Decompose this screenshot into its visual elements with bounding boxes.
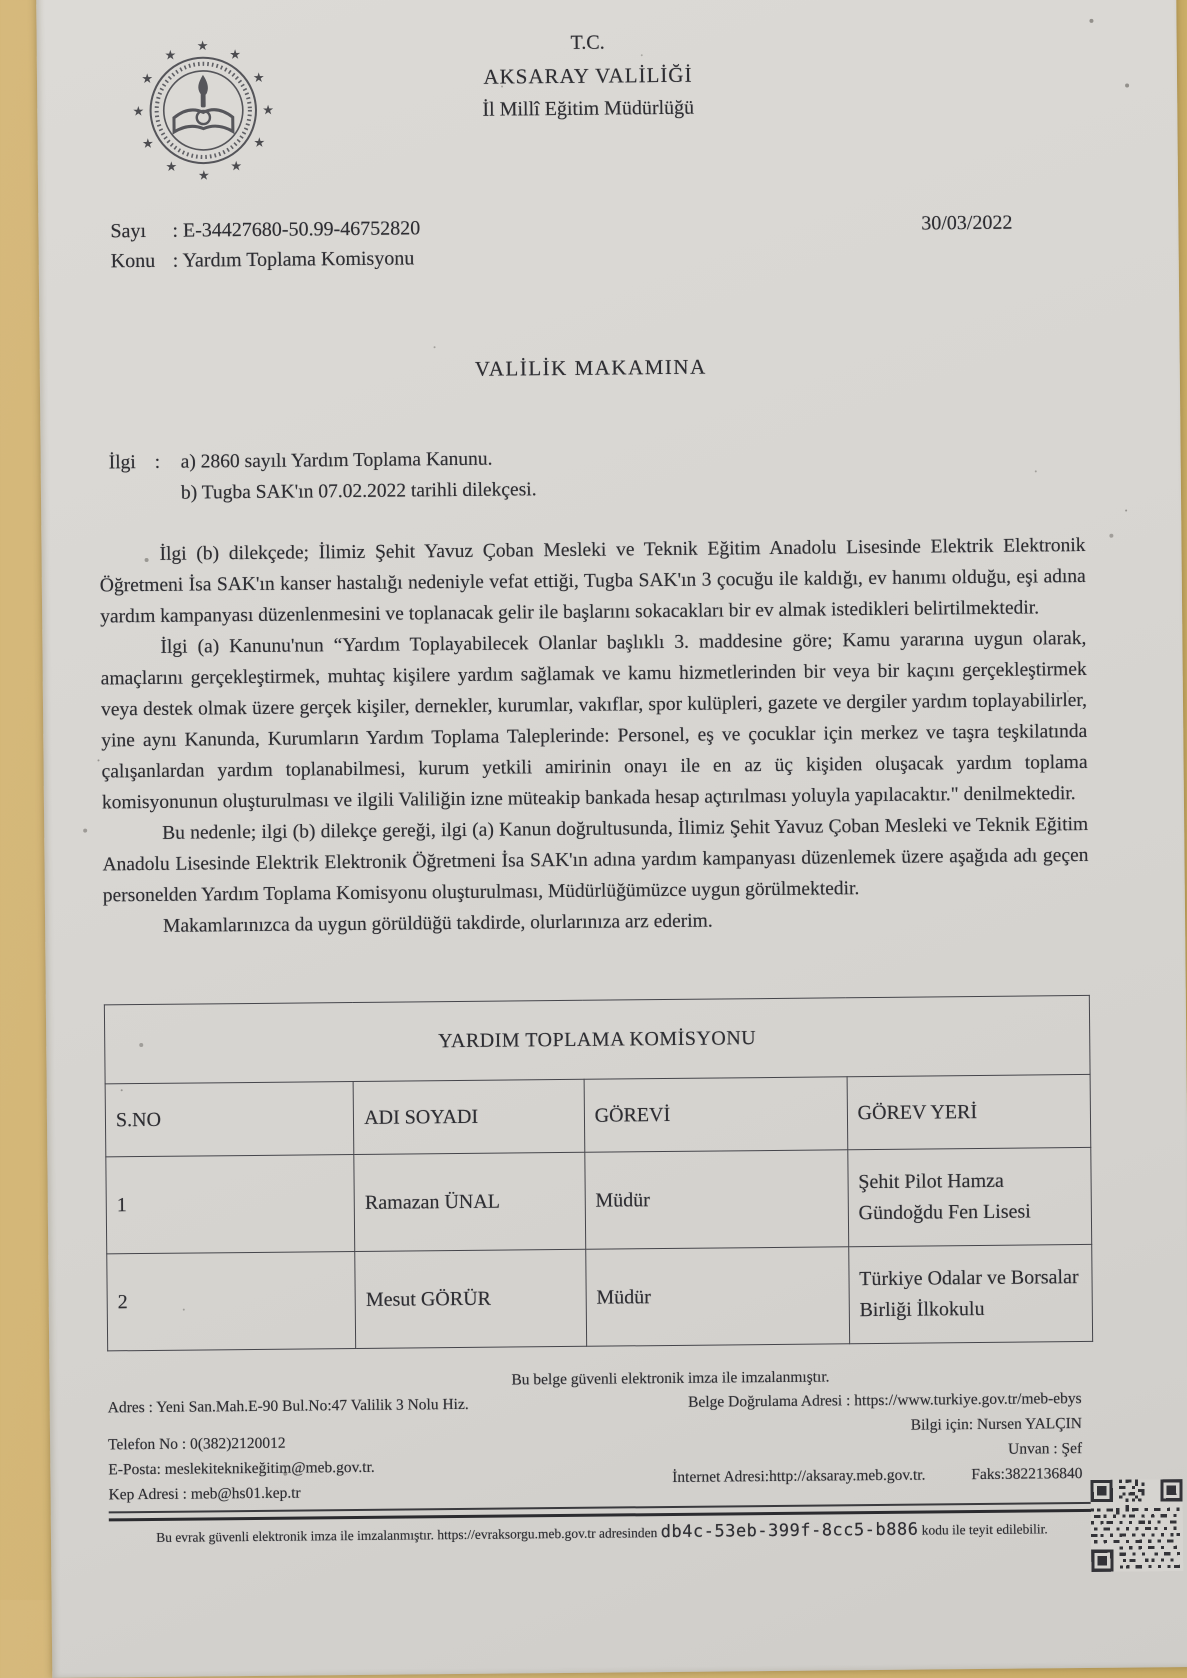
letterhead xyxy=(95,22,1082,130)
footer-address: Adres : Yeni San.Mah.E-90 Bul.No:47 Valilik 3 Nolu Hiz. xyxy=(107,1395,469,1417)
verification-bar xyxy=(109,1518,1095,1547)
footer-columns xyxy=(108,1386,1095,1507)
svg-text:★: ★ xyxy=(262,102,275,118)
esign-note: Bu belge güvenli elektronik imza ile imzalanmıştır. xyxy=(511,1368,830,1389)
document-date: 30/03/2022 xyxy=(921,211,1013,235)
document-meta xyxy=(96,207,1083,276)
svg-text:★: ★ xyxy=(196,37,209,54)
letterhead-republic: T.C. xyxy=(570,31,605,54)
recipient-heading: VALİLİK MAKAMINA xyxy=(474,354,707,381)
footer-phone: Telefon No : 0(382)2120012 xyxy=(108,1434,286,1454)
svg-text:★: ★ xyxy=(165,158,178,174)
sayi-label: Sayı xyxy=(110,219,147,243)
table-row xyxy=(107,1244,1093,1350)
qr-code xyxy=(1090,1479,1183,1572)
ilgi-colon: : xyxy=(154,451,161,473)
footer-kep: Kep Adresi : meb@hs01.kep.tr xyxy=(108,1484,301,1504)
table-header-row xyxy=(105,1074,1091,1156)
commission-table xyxy=(104,995,1093,1351)
footer-left xyxy=(108,1390,645,1507)
footer-internet-fax-line xyxy=(644,1461,1083,1490)
svg-text:★: ★ xyxy=(132,103,145,119)
letterhead-department: İl Millî Eğitim Müdürlüğü xyxy=(482,96,695,121)
table-title-row xyxy=(104,995,1090,1083)
footer-right xyxy=(643,1386,1094,1502)
svg-text:★: ★ xyxy=(141,70,154,87)
verification-prefix: Bu evrak güvenli elektronik imza ile imzalanmıştır. https://evraksorgu.meb.gov.tr adresinden xyxy=(156,1525,658,1545)
sayi-value: : E-34427680-50.99-46752820 xyxy=(172,217,421,242)
konu-value: : Yardım Toplama Komisyonu xyxy=(172,247,415,272)
svg-text:★: ★ xyxy=(253,134,266,150)
ilgi-item-a: a) 2860 sayılı Yardım Toplama Kanunu. xyxy=(180,448,493,473)
row2-name: Mesut GÖRÜR xyxy=(355,1249,586,1348)
ilgi-item-b: b) Tugba SAK'ın 07.02.2022 tarihli dilekçesi. xyxy=(180,479,537,504)
scanned-document-page xyxy=(36,0,1187,1678)
page-content xyxy=(36,0,1187,1548)
paragraph-4: Makamlarınızca da uygun görüldüğü takdirde, olurlarınıza arz ederim. xyxy=(163,910,713,937)
footer-contact-person: Bilgi için: Nursen YALÇIN xyxy=(910,1415,1083,1434)
col-header-adi-soyadi: ADI SOYADI xyxy=(353,1079,584,1154)
col-header-gorevi: GÖREVİ xyxy=(584,1077,848,1153)
col-header-sno: S.NO xyxy=(105,1082,354,1157)
svg-text:★: ★ xyxy=(252,69,265,85)
svg-text:★: ★ xyxy=(164,47,177,63)
row1-workplace: Şehit Pilot Hamza Gündoğdu Fen Lisesi xyxy=(847,1147,1091,1246)
paragraph-3: Bu nedenle; ilgi (b) dilekçe gereği, ilgi (a) Kanun doğrultusunda, İlimiz Şehit Yavuz Çoban Mesleki ve Teknik Eğitim Anadolu Lisesinde Elektrik Elektronik Öğretmeni İsa SAK'ın adına yardım kampanyası düzenlemek üzere aşağıda adı geçen personelden Yardım Toplama Komisyonu oluşturulması, Müdürlüğümüzce uygun görülmektedir. xyxy=(102,813,1089,907)
row1-role: Müdür xyxy=(585,1150,849,1250)
meta-left xyxy=(110,213,420,276)
footer-email: E-Posta: meslekiteknikeğitim@meb.gov.tr. xyxy=(108,1458,375,1479)
paragraph-2: İlgi (a) Kanunu'nun “Yardım Toplayabilecek Olanlar başlıklı 3. maddesine göre; Kamu yararına uygun olarak, amaçlarını gerçekleştirmek, muhtaç kişilere yardım sağlamak ve kamu hizmetlerinden bir veya bir kaçını gerçekleştirmek veya destek olmak üzere gerçek kişiler, dernekler, kurumlar, vakıflar, spor kulüpleri, gazete ve dergiler yardım toplayabilirler, yine aynı Kanunda, Kurumların Yardım Toplama Taleplerinde: Personel, eş ve çocuklar için merkez ve taşra teşkilatında çalışanlardan yardım toplanabilmesi, kurum yetkili amirinin onayı ile en az üç kişiden oluşacak yardım toplama komisyonunun oluşturulması ve ilgili Valiliğin izne müteakip bankada hesap açtırılması yoluyla yapılacaktır." denilmektedir. xyxy=(100,627,1088,814)
col-header-gorev-yeri: GÖREV YERİ xyxy=(847,1074,1091,1149)
svg-text:★: ★ xyxy=(141,135,154,151)
letterhead-organization: AKSARAY VALİLİĞİ xyxy=(483,62,693,89)
row2-sno: 2 xyxy=(107,1251,356,1350)
ilgi-items xyxy=(181,443,537,508)
body-paragraphs xyxy=(99,530,1089,942)
table-title: YARDIM TOPLAMA KOMİSYONU xyxy=(104,995,1090,1083)
konu-row xyxy=(111,243,421,276)
row1-name: Ramazan ÜNAL xyxy=(354,1152,585,1251)
footer-fax: Faks:3822136840 xyxy=(971,1465,1083,1484)
konu-label: Konu xyxy=(110,249,156,273)
row2-role: Müdür xyxy=(585,1247,849,1347)
row2-workplace: Türkiye Odalar ve Borsalar Birliği İlkokulu xyxy=(848,1244,1092,1343)
svg-text:★: ★ xyxy=(197,167,210,183)
svg-text:★: ★ xyxy=(229,46,242,62)
verification-code: db4c-53eb-399f-8cc5-b886 xyxy=(660,1519,919,1543)
ilgi-label: İlgi xyxy=(108,452,136,474)
sayi-row xyxy=(110,213,420,246)
footer-contact-title: Unvan : Şef xyxy=(1008,1440,1083,1458)
verification-suffix: kodu ile teyit edilebilir. xyxy=(921,1521,1048,1538)
references-block xyxy=(99,438,1086,509)
footer-verify-address: Belge Doğrulama Adresi : https://www.turkiye.gov.tr/meb-ebys xyxy=(688,1390,1082,1411)
row1-sno: 1 xyxy=(106,1155,355,1254)
svg-text:★: ★ xyxy=(230,158,243,174)
paragraph-1: İlgi (b) dilekçede; İlimiz Şehit Yavuz Çoban Mesleki ve Teknik Eğitim Anadolu Lisesinde Elektrik Elektronik Öğretmeni İsa SAK'ın kanser hastalığı nedeniyle vefat ettiği, Tugba SAK'ın 3 çocuğu ile kaldığı, ev hanımı olduğu, eşi adına yardım kampanyası düzenlenmesini ve toplanacak gelir ile başlarını sokacakları bir ev almak istedikleri belirtilmektedir. xyxy=(99,534,1086,628)
footer-internet-address: İnternet Adresi:http://aksaray.meb.gov.tr. xyxy=(672,1466,926,1486)
table-row xyxy=(106,1147,1092,1253)
